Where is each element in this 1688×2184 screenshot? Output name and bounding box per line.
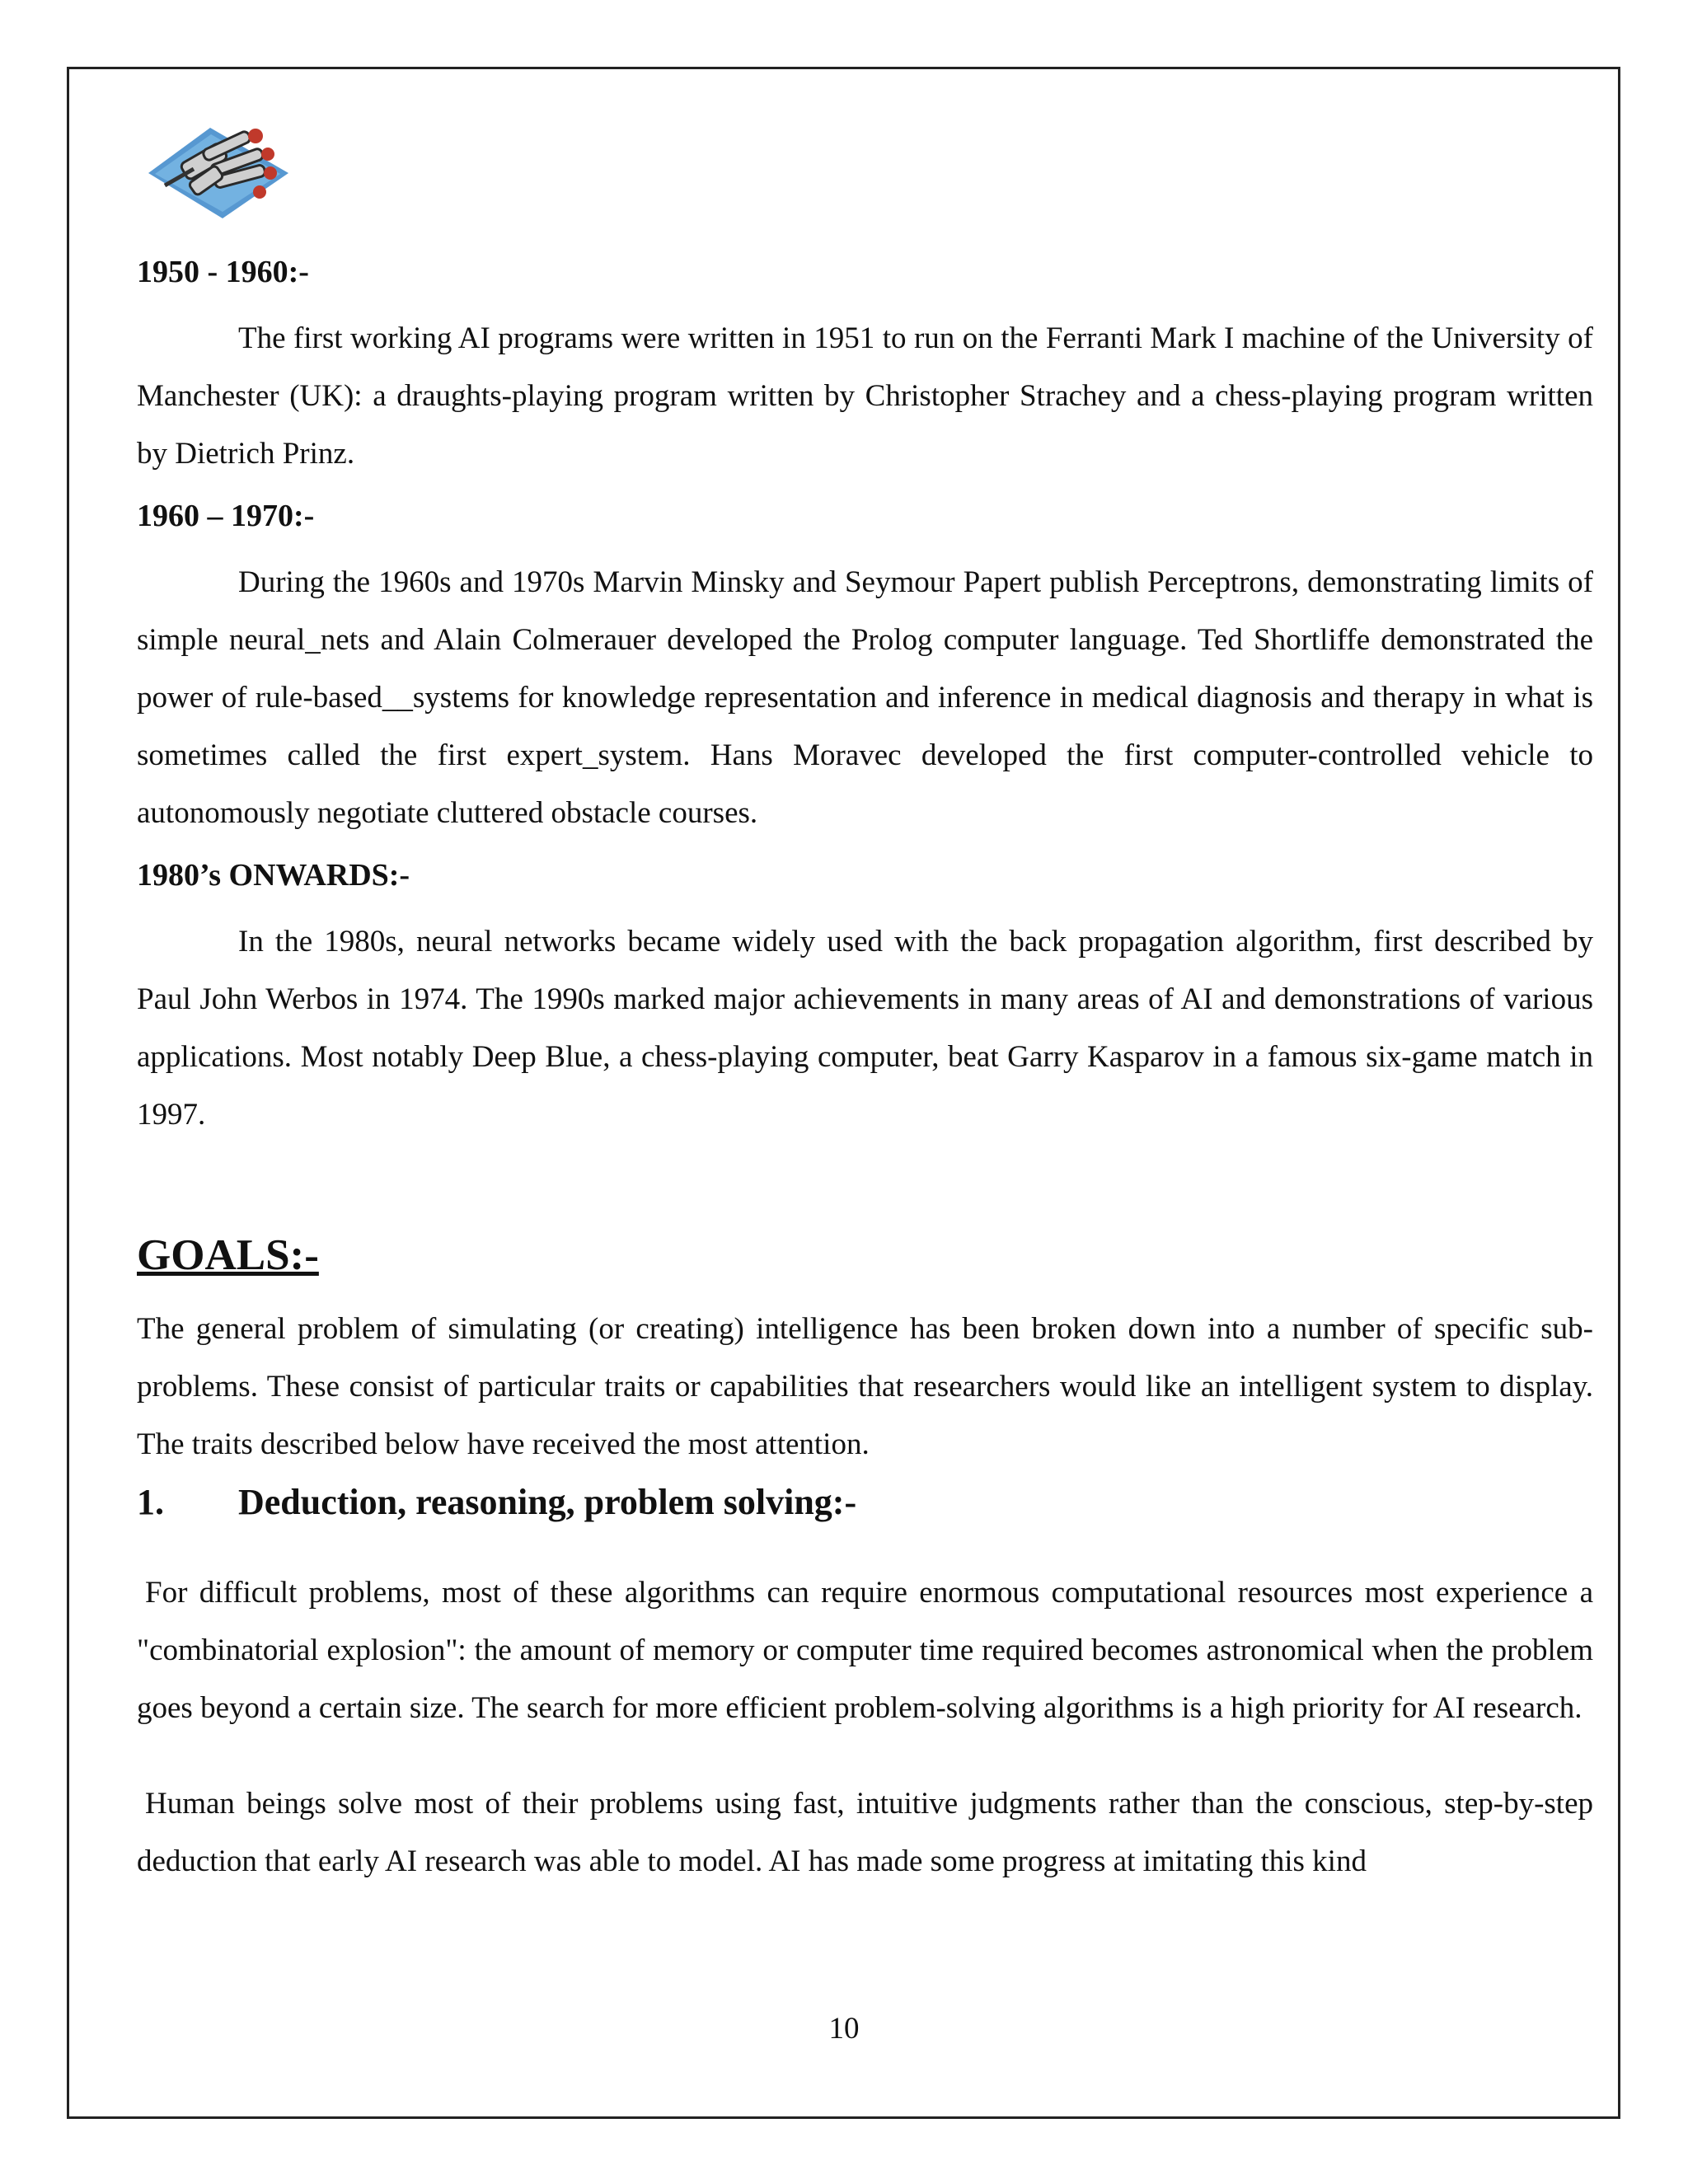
goals-text: The general problem of simulating (or creating) intelligence has been broken down into a number of specific sub-problems. These consist of particular traits or capabilities that researchers would like an intelligent system to display. The traits described below have received the most attention. (137, 1312, 1593, 1461)
document-content (137, 247, 1593, 1891)
section-text-1950: The first working AI programs were written in 1951 to run on the Ferranti Mark I machine of the University of Manchester (UK): a draughts-playing program written by Christopher Strachey and a chess-playing program written by Dietrich Prinz. (137, 321, 1593, 471)
section-text-1980: In the 1980s, neural networks became widely used with the back propagation algorithm, first described by Paul John Werbos in 1974. The 1990s marked major achievements in many areas of AI and demonstrations of various applications. Most notably Deep Blue, a chess-playing computer, beat Garry Kasparov in a famous six-game match in 1997. (137, 925, 1593, 1132)
goals-heading: GOALS:- (137, 1231, 319, 1279)
robotic-hand-icon (132, 95, 297, 218)
deduction-heading (137, 1474, 1593, 1531)
section-heading-1950: 1950 - 1960:- (137, 255, 309, 289)
section-heading-1960: 1960 – 1970:- (137, 499, 315, 533)
section-text-1960: During the 1960s and 1970s Marvin Minsky and Seymour Papert publish Perceptrons, demonstrating limits of simple neural_nets and Alain Colmerauer developed the Prolog computer language. Ted Shortliffe demonstrated the power of rule-based__systems for knowledge representation and inference in medical diagnosis and therapy in what is sometimes called the first expert_system. Hans Moravec developed the first computer-controlled vehicle to autonomously negotiate cluttered obstacle courses. (137, 565, 1593, 830)
deduction-heading-text: Deduction, reasoning, problem solving:- (238, 1482, 857, 1522)
page-number: 10 (828, 2012, 860, 2046)
deduction-heading-number: 1. (137, 1482, 164, 1522)
deduction-paragraph-1: For difficult problems, most of these algorithms can require enormous computational resources most experience a "combinatorial explosion": the amount of memory or computer time required becomes astronomical when the problem goes beyond a certain size. The search for more efficient problem-solving algorithms is a high priority for AI research. (137, 1576, 1593, 1725)
section-heading-1980: 1980’s ONWARDS:- (137, 858, 410, 893)
deduction-paragraph-2: Human beings solve most of their problems using fast, intuitive judgments rather than the conscious, step-by-step deduction that early AI research was able to model. AI has made some progress at imitating this kind (137, 1787, 1593, 1878)
